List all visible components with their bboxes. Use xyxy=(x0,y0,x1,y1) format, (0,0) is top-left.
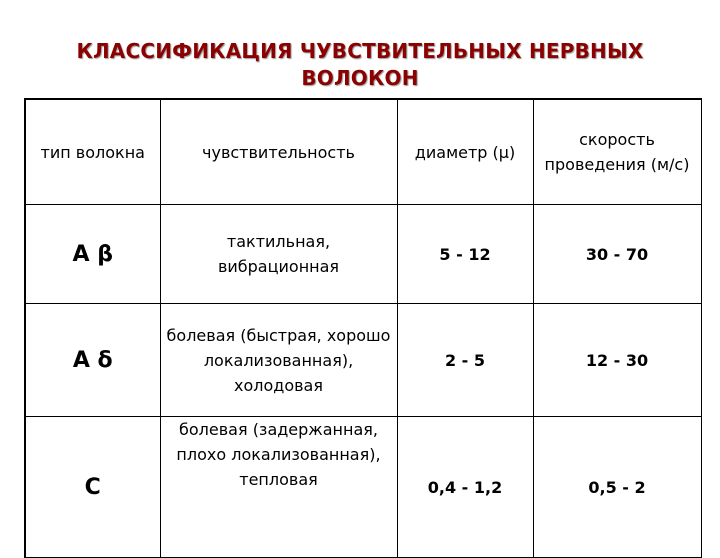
header-diameter: диаметр (μ) xyxy=(397,99,533,205)
cell-fiber-type: A β xyxy=(25,205,160,304)
cell-diameter: 0,4 - 1,2 xyxy=(397,417,533,558)
table-row xyxy=(25,205,701,304)
cell-fiber-type: A δ xyxy=(25,304,160,417)
header-fiber-type: тип волокна xyxy=(25,99,160,205)
cell-sensitivity: болевая (быстрая, хорошо локализованная), холодовая xyxy=(160,304,397,417)
header-conduction-speed: скорость проведения (м/с) xyxy=(533,99,701,205)
table-row xyxy=(25,417,701,558)
cell-conduction-speed: 30 - 70 xyxy=(533,205,701,304)
header-sensitivity: чувствительность xyxy=(160,99,397,205)
cell-sensitivity: тактильная, вибрационная xyxy=(160,205,397,304)
slide-title-line-2: ВОЛОКОН xyxy=(301,66,419,90)
cell-diameter: 5 - 12 xyxy=(397,205,533,304)
slide-title-line-1: КЛАССИФИКАЦИЯ ЧУВСТВИТЕЛЬНЫХ НЕРВНЫХ xyxy=(76,39,644,63)
table-row xyxy=(25,304,701,417)
slide-title xyxy=(0,38,720,92)
cell-conduction-speed: 0,5 - 2 xyxy=(533,417,701,558)
cell-sensitivity: болевая (задержанная, плохо локализованная), тепловая xyxy=(160,417,397,558)
fiber-classification-table xyxy=(24,98,702,558)
cell-fiber-type: C xyxy=(25,417,160,558)
cell-conduction-speed: 12 - 30 xyxy=(533,304,701,417)
cell-diameter: 2 - 5 xyxy=(397,304,533,417)
table-header-row xyxy=(25,99,701,205)
